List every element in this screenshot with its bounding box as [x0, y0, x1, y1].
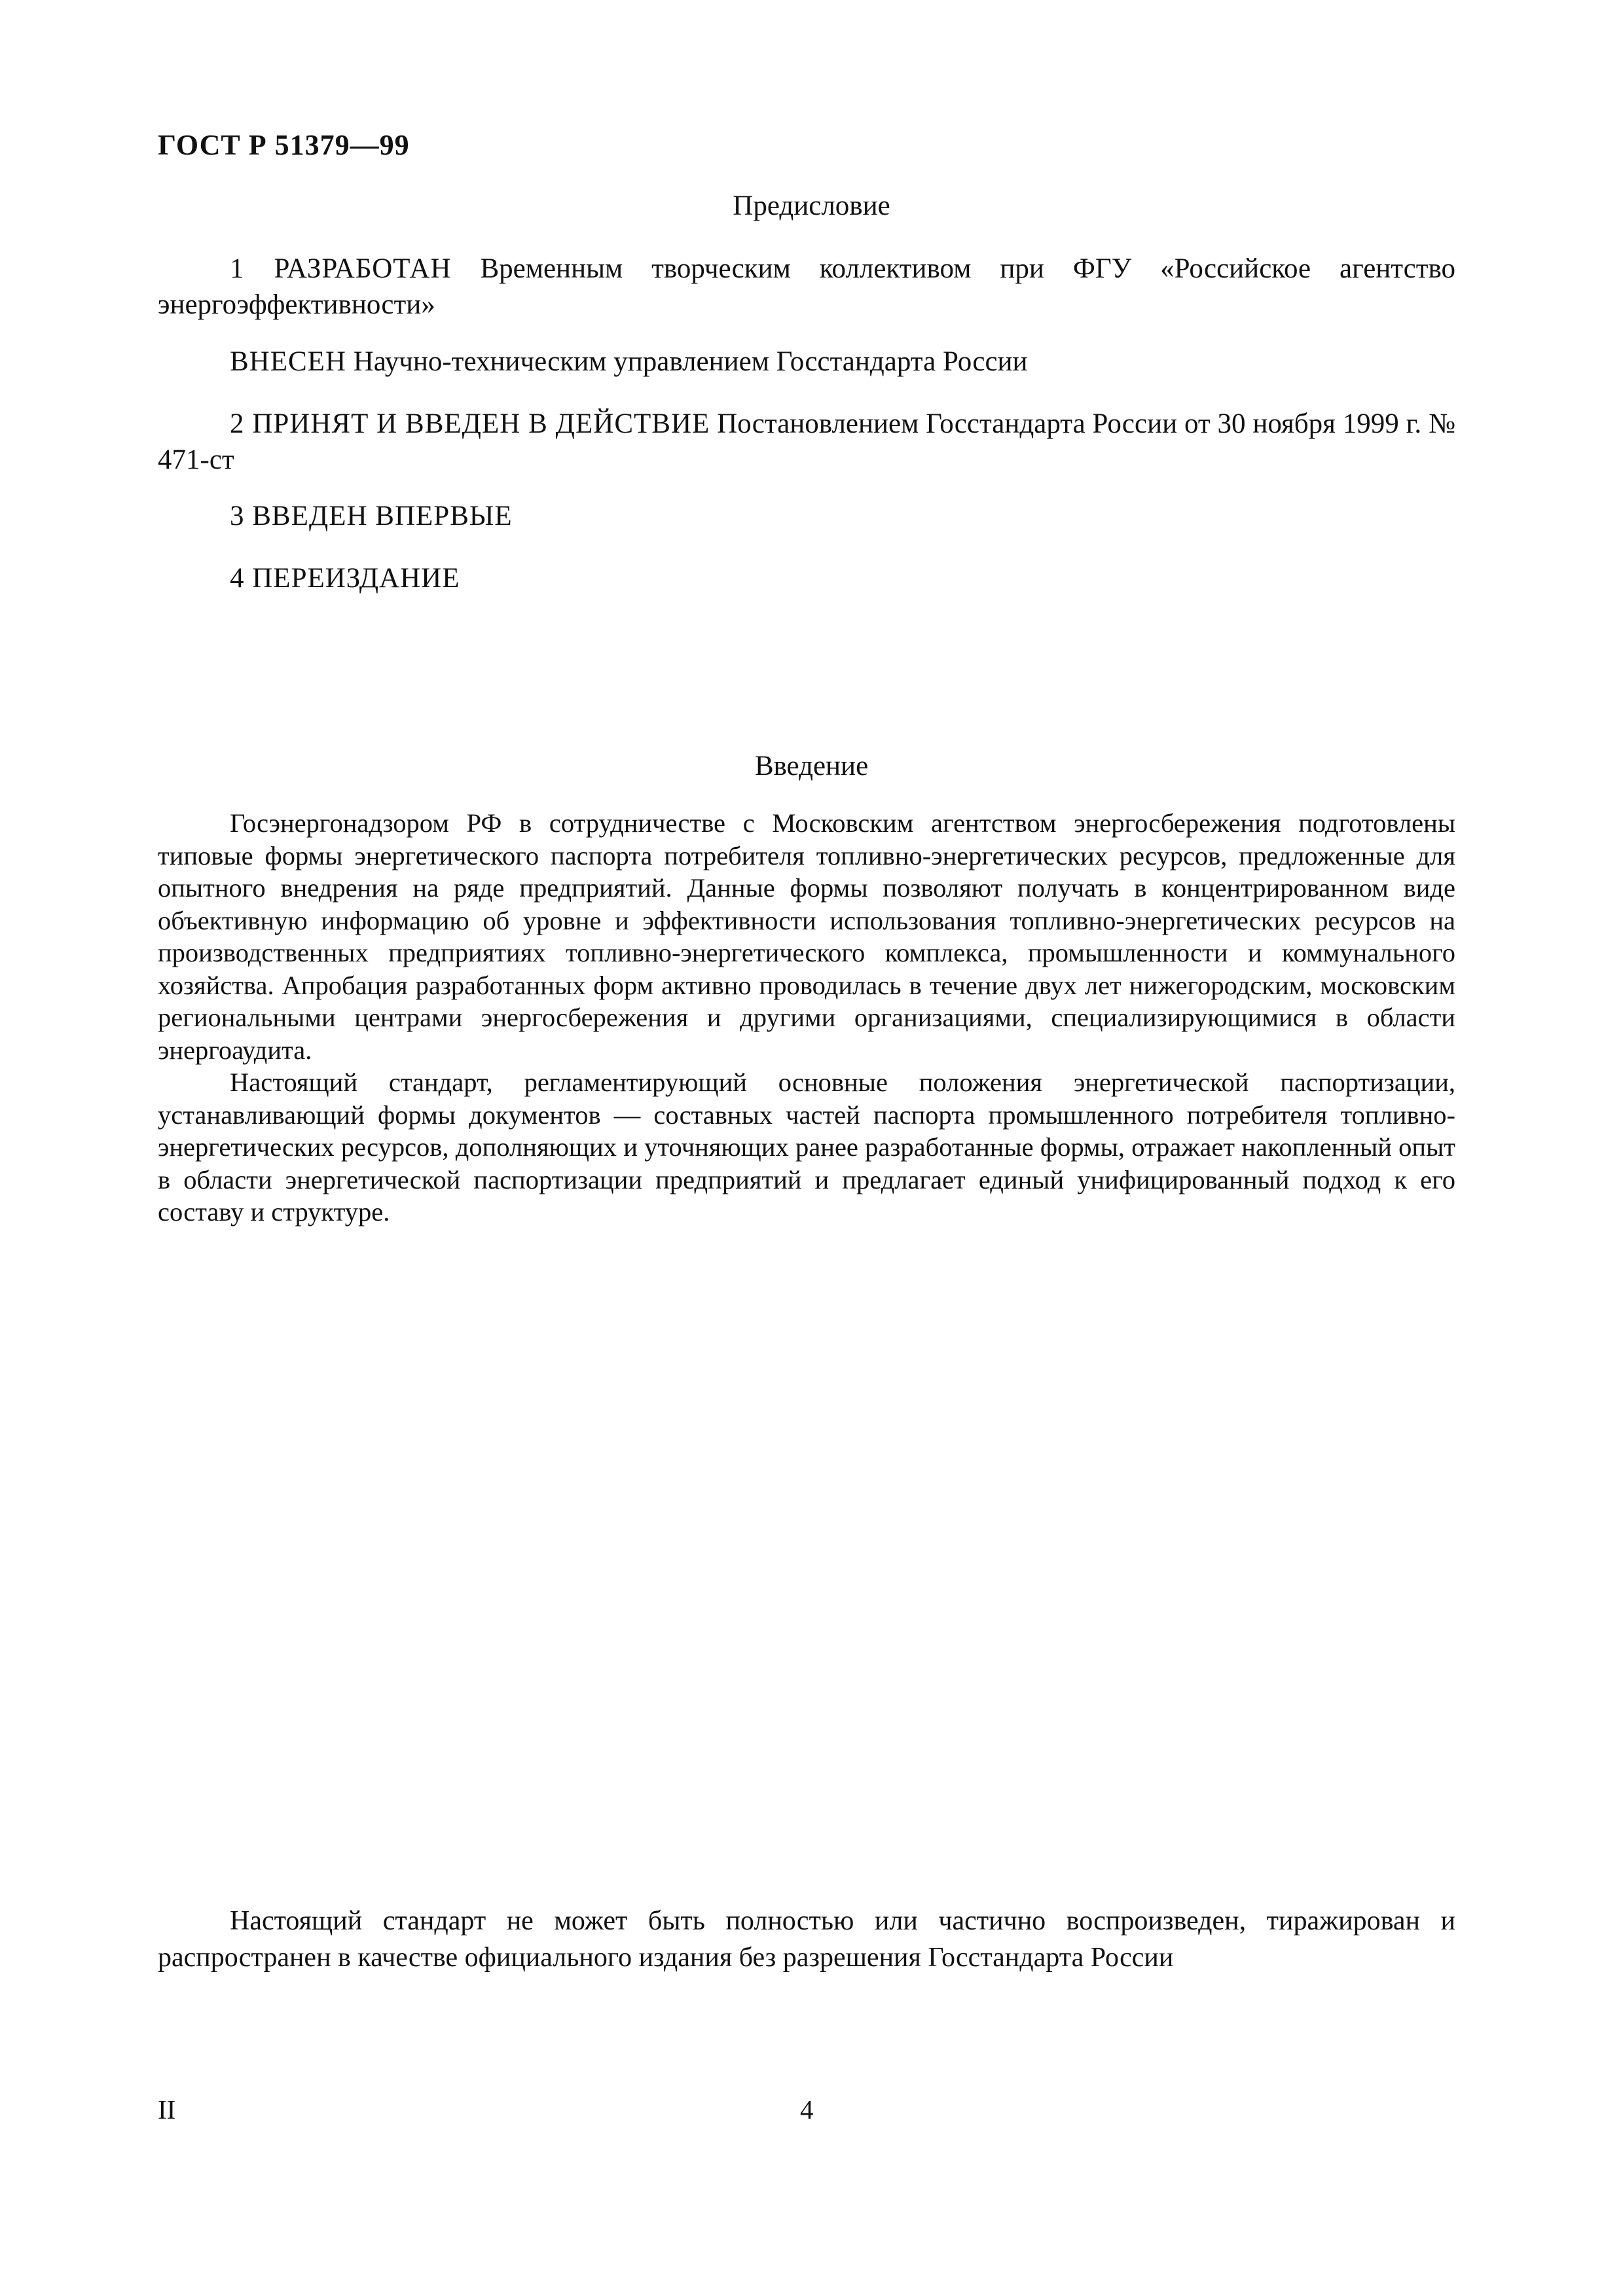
introduction-paragraph: Настоящий стандарт, регламентирующий основные положения энергетической паспортизации, устанавливающий формы документов — составных частей паспорта промышленного потребителя топливно-энергетических ресурсов, дополняющих и уточняющих ранее разработанные формы, отражает накопленный опыт в области энергетической паспортизации предприятий и предлагает единый унифицированный подход к его составу и структуре.: [158, 1067, 1455, 1227]
introduction-title: Введение: [754, 751, 869, 781]
foreword-item-adopted: [158, 406, 1455, 478]
footer-page-number: 4: [800, 2094, 814, 2125]
foreword-item-developed-label: 1 РАЗРАБОТАН: [230, 253, 452, 284]
foreword-item-submitted-label: ВНЕСЕН: [230, 346, 346, 377]
foreword-title: Предисловие: [733, 190, 890, 221]
foreword-item-developed: [158, 251, 1455, 323]
foreword-item-developed-text: Временным творческим коллективом при ФГУ «Российское агентство энергоэффективности»: [158, 253, 1455, 320]
standard-code-header: ГОСТ Р 51379—99: [158, 129, 410, 161]
footer-roman-page: II: [158, 2094, 176, 2125]
foreword-item-submitted-text: Научно-техническим управлением Госстандарта России: [346, 346, 1028, 377]
foreword-item-reissue: 4 ПЕРЕИЗДАНИЕ: [230, 563, 460, 594]
foreword-item-submitted: [158, 344, 1455, 380]
foreword-item-adopted-label: 2 ПРИНЯТ И ВВЕДЕН В ДЕЙСТВИЕ: [230, 408, 710, 439]
reproduction-notice: Настоящий стандарт не может быть полностью или частично воспроизведен, тиражирован и распространен в качестве официального издания без разрешения Госстандарта России: [158, 1906, 1455, 1973]
introduction-paragraph: Госэнергонадзором РФ в сотрудничестве с Московским агентством энергосбережения подготовлены типовые формы энергетического паспорта потребителя топливно-энергетических ресурсов, предложенные для опытного внедрения на ряде предприятий. Данные формы позволяют получать в концентрированном виде объективную информацию об уровне и эффективности использования топливно-энергетических ресурсов на производственных предприятиях топливно-энергетического комплекса, промышленности и коммунального хозяйства. Апробация разработанных форм активно проводилась в течение двух лет нижегородским, московским региональными центрами энергосбережения и другими организациями, специализирующимися в области энергоаудита.: [158, 808, 1455, 1065]
foreword-item-adopted-text: Постановлением Госстандарта России от 30 ноября 1999 г. № 471-ст: [158, 408, 1456, 475]
introduction-body: [158, 807, 1455, 1229]
foreword-item-first-introduced: 3 ВВЕДЕН ВПЕРВЫЕ: [230, 501, 513, 531]
